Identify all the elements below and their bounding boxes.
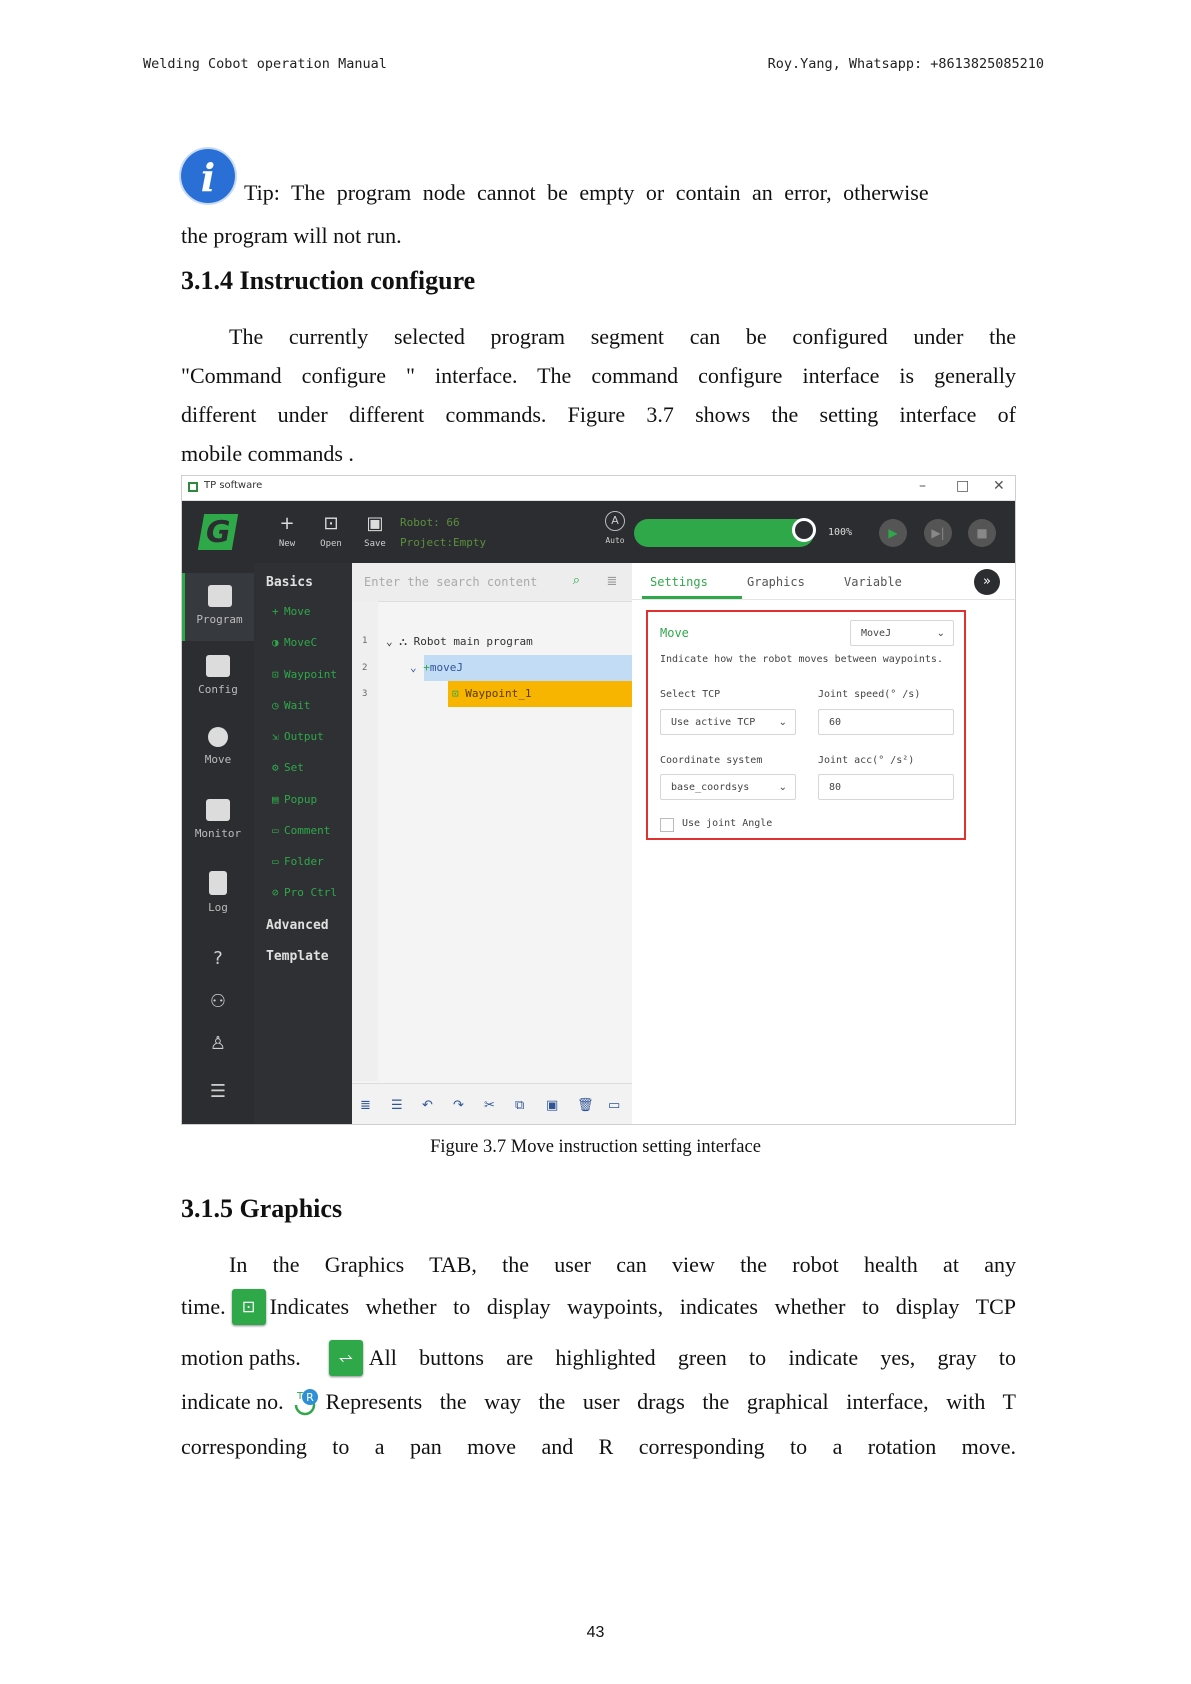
help-icon[interactable]: ? xyxy=(213,948,223,969)
stop-button[interactable]: ■ xyxy=(968,519,996,547)
info-icon: i xyxy=(181,149,235,203)
active-tab-indicator xyxy=(642,596,742,599)
figure-screenshot xyxy=(181,475,1016,1125)
line-gutter xyxy=(352,601,378,1081)
robot-name: Robot: 66 xyxy=(400,516,460,529)
clock-icon: ◷ xyxy=(272,699,279,712)
cut-icon[interactable]: ✂ xyxy=(484,1098,495,1113)
paragraph-line: The currently selected program segment can be configured under the xyxy=(229,324,1016,349)
figure-caption: Figure 3.7 Move instruction setting interface xyxy=(430,1137,761,1157)
tcp-select[interactable]: Use active TCP ⌄ xyxy=(660,709,796,735)
plus-icon: + xyxy=(279,513,295,534)
sidebar-item-monitor[interactable]: Monitor xyxy=(182,799,254,840)
chevron-down-icon: ⌄ xyxy=(410,661,424,674)
coord-system-select[interactable]: base_coordsys ⌄ xyxy=(660,774,796,800)
open-icon: ⊡ xyxy=(323,513,339,534)
config-panel xyxy=(632,563,1016,1125)
gear-icon: ⚙ xyxy=(272,761,279,774)
project-name: Project:Empty xyxy=(400,536,487,549)
sidebar-item-move[interactable]: Move xyxy=(182,727,254,766)
popup-icon: ▤ xyxy=(272,793,279,806)
waypoint-icon: ⊡ xyxy=(452,687,466,700)
window-titlebar xyxy=(182,476,1016,501)
paragraph-line: motion paths. ⥋ All buttons are highlighted green to indicate yes, gray to xyxy=(181,1333,1016,1383)
basics-heading[interactable]: Basics xyxy=(266,575,313,590)
save-button[interactable]: ▣ Save xyxy=(360,515,390,549)
speed-slider[interactable] xyxy=(634,519,814,547)
cmd-move[interactable]: + Move xyxy=(272,605,311,618)
cmd-popup[interactable]: ▤ Popup xyxy=(272,793,318,806)
running-header-left: Welding Cobot operation Manual xyxy=(143,56,387,72)
heading-3-1-4: 3.1.4 Instruction configure xyxy=(181,266,476,295)
tab-settings[interactable]: Settings xyxy=(650,575,708,589)
waypoint-display-icon: ⊡ xyxy=(232,1289,266,1325)
top-toolbar xyxy=(182,501,1016,563)
tab-variable[interactable]: Variable xyxy=(844,575,902,589)
left-sidebar xyxy=(182,563,254,1125)
chevron-down-icon: ⌄ xyxy=(386,635,400,648)
plus-icon: + xyxy=(272,605,279,618)
sidebar-item-config[interactable]: Config xyxy=(182,655,254,696)
expand-icon[interactable]: » xyxy=(974,569,1000,595)
paragraph-line: "Command configure " interface. The command configure interface is generally xyxy=(181,363,1016,388)
joint-speed-label: Joint speed(° /s) xyxy=(818,689,921,700)
drag-mode-icon xyxy=(290,1387,320,1417)
user-icon[interactable]: ♙ xyxy=(209,1033,227,1054)
collapse-icon[interactable]: ≣ xyxy=(592,563,632,602)
cmd-comment[interactable]: ▭ Comment xyxy=(272,824,331,837)
tree-node-waypoint[interactable]: ⊡ Waypoint_1 xyxy=(452,687,532,700)
redo-icon[interactable]: ↷ xyxy=(453,1098,464,1113)
robot-program-icon: ⛬ xyxy=(399,635,414,648)
program-icon xyxy=(208,585,232,607)
minimize-button[interactable]: – xyxy=(919,478,926,494)
maximize-button[interactable]: □ xyxy=(956,478,970,494)
svg-text:T: T xyxy=(296,1391,303,1402)
chevron-down-icon: ⌄ xyxy=(778,717,787,728)
save-icon: ▣ xyxy=(366,513,384,534)
apps-icon[interactable]: ⚇ xyxy=(209,991,227,1012)
paragraph-line: time. ⊡ Indicates whether to display waypoints, indicates whether to display TCP xyxy=(181,1282,1016,1332)
heading-3-1-5: 3.1.5 Graphics xyxy=(181,1194,343,1223)
plus-icon: + xyxy=(423,661,430,674)
paragraph-line: corresponding to a pan move and R corresponding to a rotation move. xyxy=(181,1434,1016,1459)
auto-icon: A xyxy=(605,511,625,531)
block-icon: ⊘ xyxy=(272,886,279,899)
speed-slider-knob[interactable] xyxy=(792,518,816,542)
waypoint-icon: ⊡ xyxy=(272,668,279,681)
step-button[interactable]: ▶| xyxy=(924,519,952,547)
select-tcp-label: Select TCP xyxy=(660,689,721,700)
line-number: 1 xyxy=(362,636,368,646)
joint-acc-input[interactable]: 80 xyxy=(818,774,954,800)
paragraph-line: In the Graphics TAB, the user can view the robot health at any xyxy=(229,1252,1016,1277)
config-tabs xyxy=(632,563,1016,600)
config-icon xyxy=(206,655,230,677)
sidebar-item-log[interactable]: Log xyxy=(182,871,254,914)
move-icon xyxy=(208,727,228,747)
robot-info xyxy=(400,513,486,553)
paragraph-line: indicate no. R T Represents the way the user drags the graphical interface, with T xyxy=(181,1380,1016,1424)
highlight-box xyxy=(646,610,966,840)
open-button[interactable]: ⊡ Open xyxy=(316,515,346,549)
cmd-pro-ctrl[interactable]: ⊘ Pro Ctrl xyxy=(272,886,337,899)
joint-acc-label: Joint acc(° /s²) xyxy=(818,755,915,766)
config-title: Move xyxy=(660,626,689,640)
app-title: TP software xyxy=(204,480,263,491)
tab-graphics[interactable]: Graphics xyxy=(747,575,805,589)
output-icon: ⇲ xyxy=(272,730,279,743)
command-panel xyxy=(254,563,352,1125)
folder-icon: ▭ xyxy=(272,855,279,868)
move-type-select[interactable]: MoveJ ⌄ xyxy=(850,620,954,646)
cmd-folder[interactable]: ▭ Folder xyxy=(272,855,324,868)
undo-icon[interactable]: ↶ xyxy=(422,1098,433,1113)
page-number: 43 xyxy=(586,1624,605,1641)
cmd-output[interactable]: ⇲ Output xyxy=(272,730,324,743)
template-heading[interactable]: Template xyxy=(266,949,329,964)
speed-value: 100% xyxy=(828,527,853,538)
app-logo: G xyxy=(182,501,254,563)
play-button[interactable]: ▶ xyxy=(879,519,907,547)
tree-bottom-toolbar xyxy=(352,1083,632,1125)
search-input[interactable] xyxy=(352,563,592,602)
line-number: 2 xyxy=(362,663,368,673)
tcp-path-icon: ⥋ xyxy=(329,1340,363,1376)
search-icon[interactable]: ⌕ xyxy=(572,573,580,588)
chevron-down-icon: ⌄ xyxy=(936,628,945,639)
close-button[interactable]: ✕ xyxy=(993,478,1005,494)
comment-icon[interactable]: ▭ xyxy=(608,1098,621,1113)
monitor-icon xyxy=(206,799,230,821)
tip-line-2: the program will not run. xyxy=(181,223,402,248)
joint-speed-input[interactable]: 60 xyxy=(818,709,954,735)
cmd-set[interactable]: ⚙ Set xyxy=(272,761,304,774)
cmd-wait[interactable]: ◷ Wait xyxy=(272,699,311,712)
tree-node-movej[interactable]: ⌄ +moveJ xyxy=(410,661,463,674)
insert-after-icon[interactable]: ☰ xyxy=(391,1098,403,1113)
new-button[interactable]: + New xyxy=(272,515,302,549)
tree-node-root[interactable]: ⌄ ⛬ Robot main program xyxy=(386,635,533,648)
delete-icon[interactable]: 🗑 xyxy=(577,1098,594,1113)
insert-before-icon[interactable]: ≣ xyxy=(360,1098,371,1113)
comment-icon: ▭ xyxy=(272,824,279,837)
auto-mode-button[interactable]: A Auto xyxy=(602,511,628,545)
program-tree-panel xyxy=(352,563,633,1125)
app-icon xyxy=(188,482,198,492)
search-placeholder: Enter the search content xyxy=(364,575,538,589)
log-icon xyxy=(209,871,227,895)
line-number: 3 xyxy=(362,689,368,699)
use-joint-angle-checkbox[interactable] xyxy=(660,818,674,832)
running-header-right: Roy.Yang, Whatsapp: +8613825085210 xyxy=(767,56,1044,72)
advanced-heading[interactable]: Advanced xyxy=(266,918,329,933)
use-joint-angle-label: Use joint Angle xyxy=(682,818,773,829)
menu-icon[interactable]: ☰ xyxy=(209,1081,227,1102)
paste-icon[interactable]: ▣ xyxy=(546,1098,559,1113)
movec-icon: ◑ xyxy=(272,636,279,649)
paragraph-line: mobile commands . xyxy=(181,441,354,466)
copy-icon[interactable]: ⧉ xyxy=(515,1098,525,1113)
cmd-movec[interactable]: ◑ MoveC xyxy=(272,636,318,649)
config-description: Indicate how the robot moves between waypoints. xyxy=(660,654,943,665)
paragraph-line: different under different commands. Figure 3.7 shows the setting interface of xyxy=(181,402,1016,427)
tip-line-1: Tip: The program node cannot be empty or contain an error, otherwise xyxy=(244,180,929,205)
svg-text:R: R xyxy=(305,1391,314,1404)
coord-system-label: Coordinate system xyxy=(660,755,763,766)
sidebar-item-program[interactable]: Program xyxy=(182,573,254,641)
cmd-waypoint[interactable]: ⊡ Waypoint xyxy=(272,668,337,681)
chevron-down-icon: ⌄ xyxy=(778,782,787,793)
